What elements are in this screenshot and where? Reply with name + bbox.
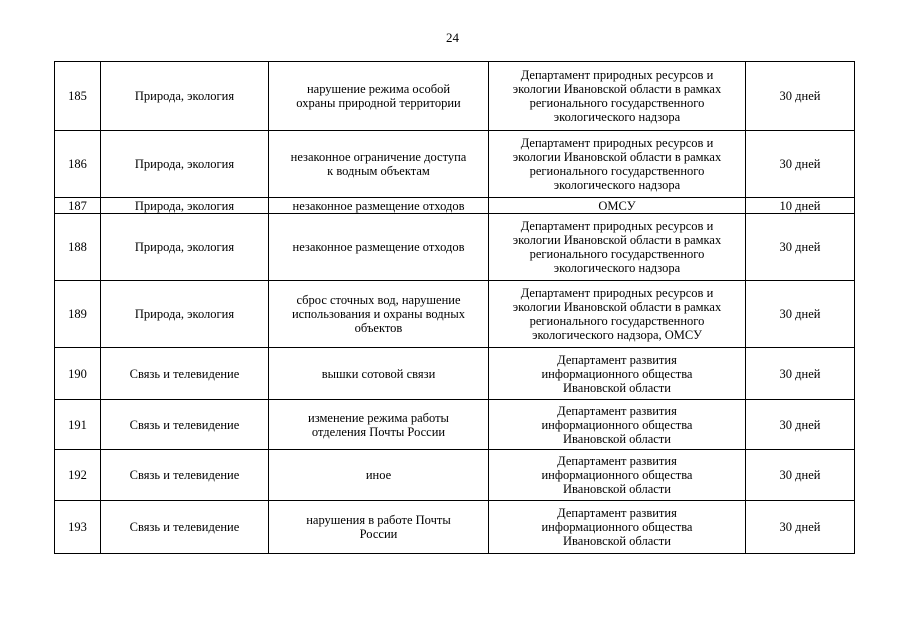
category-cell: Природа, экология [101,214,269,281]
description-line: к водным объектам [327,164,430,178]
organization-line: Ивановской области [563,534,671,548]
description-line: отделения Почты России [311,424,446,439]
description-line: охраны природной территории [296,96,461,110]
description-line: изменение режима работы [308,410,449,425]
term-cell: 30 дней [746,400,855,450]
organization-line: экологического надзора [553,178,681,192]
description-cell [269,450,489,501]
organization-line: Департамент развития [557,403,677,418]
description-cell [269,131,489,198]
document-table [54,61,855,554]
term-cell: 30 дней [746,348,855,400]
term-cell: 30 дней [746,214,855,281]
table-row [55,131,855,198]
description-line: объектов [354,321,403,335]
category-cell: Природа, экология [101,281,269,348]
description-cell [269,62,489,131]
description-line: незаконное размещение отходов [292,240,465,254]
organization-cell [489,400,746,450]
organization-line: Департамент природных ресурсов и [520,136,714,150]
organization-cell [489,281,746,348]
organization-cell [489,62,746,131]
description-line: незаконное ограничение доступа [290,150,467,164]
organization-line: экологии Ивановской области в рамках [512,82,722,96]
organization-line: Департамент природных ресурсов и [520,68,714,82]
term-cell: 30 дней [746,450,855,501]
term-cell: 30 дней [746,281,855,348]
term-cell: 30 дней [746,501,855,554]
organization-line: экологии Ивановской области в рамках [512,300,722,314]
term-cell: 10 дней [746,198,855,214]
description-line: незаконное размещение отходов [292,198,465,213]
organization-line: Ивановской области [563,482,671,496]
organization-line: Департамент природных ресурсов и [520,286,714,300]
table-row [55,501,855,554]
organization-line: информационного общества [541,468,693,482]
category-cell: Природа, экология [101,131,269,198]
organization-cell [489,214,746,281]
description-line: нарушения в работе Почты [306,513,451,527]
table-row [55,198,855,214]
category-cell: Связь и телевидение [101,400,269,450]
description-line: России [359,527,398,541]
row-number: 192 [55,450,101,501]
organization-line: Департамент развития [557,506,677,520]
description-cell [269,198,489,214]
table-row [55,450,855,501]
organization-line: экологии Ивановской области в рамках [512,150,722,164]
page-number: 24 [446,30,459,45]
organization-line: регионального государственного [529,96,705,110]
description-line: нарушение режима особой [306,82,451,96]
organization-cell [489,501,746,554]
description-cell [269,214,489,281]
organization-line: Ивановской области [563,431,671,446]
description-line: вышки сотовой связи [321,366,436,381]
organization-cell [489,348,746,400]
table-row [55,400,855,450]
description-line: использования и охраны водных [291,307,466,321]
description-cell [269,501,489,554]
description-line: иное [365,468,392,482]
table-row [55,62,855,131]
table-row [55,214,855,281]
row-number: 193 [55,501,101,554]
description-cell [269,348,489,400]
organization-line: информационного общества [541,417,693,432]
organization-line: экологии Ивановской области в рамках [512,233,722,247]
organization-cell [489,450,746,501]
organization-line: Департамент развития [557,352,677,367]
category-cell: Связь и телевидение [101,501,269,554]
organization-cell [489,131,746,198]
description-cell [269,400,489,450]
row-number: 190 [55,348,101,400]
organization-line: экологического надзора, ОМСУ [532,328,702,342]
organization-line: информационного общества [541,366,693,381]
row-number: 189 [55,281,101,348]
organization-line: регионального государственного [529,247,705,261]
organization-line: регионального государственного [529,164,705,178]
organization-line: экологического надзора [553,261,681,275]
organization-line: информационного общества [541,520,693,534]
category-cell: Связь и телевидение [101,348,269,400]
term-cell: 30 дней [746,131,855,198]
description-cell [269,281,489,348]
row-number: 186 [55,131,101,198]
term-cell: 30 дней [746,62,855,131]
category-cell: Связь и телевидение [101,450,269,501]
organization-line: Департамент природных ресурсов и [520,219,714,233]
organization-line: регионального государственного [529,314,705,328]
description-line: сброс сточных вод, нарушение [296,293,461,307]
organization-line: Департамент развития [557,454,677,468]
row-number: 185 [55,62,101,131]
category-cell: Природа, экология [101,198,269,214]
table-row [55,281,855,348]
row-number: 188 [55,214,101,281]
organization-line: экологического надзора [553,110,681,124]
organization-cell [489,198,746,214]
category-cell: Природа, экология [101,62,269,131]
organization-line: Ивановской области [563,380,671,395]
row-number: 187 [55,198,101,214]
table-row [55,348,855,400]
row-number: 191 [55,400,101,450]
organization-line: ОМСУ [598,198,636,213]
